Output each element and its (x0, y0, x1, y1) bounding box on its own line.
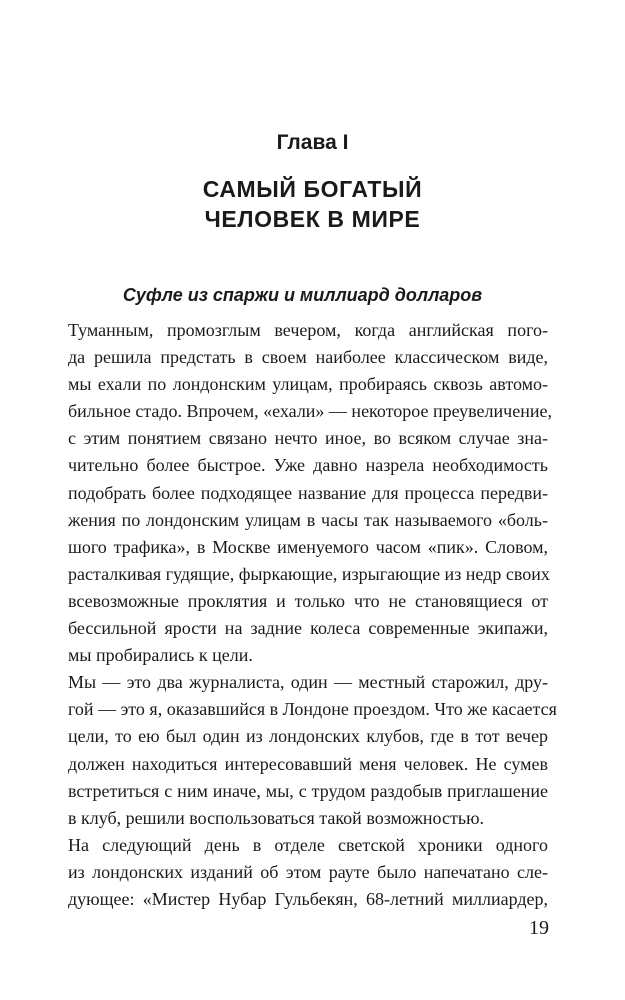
text-line: должен находиться интересовавший меня человек. Не сумев (68, 753, 548, 774)
text-line: мы пробирались к цели. (68, 645, 253, 666)
body-text (68, 317, 557, 913)
chapter-label: Глава I (276, 131, 349, 154)
text-line: подобрать более подходящее название для процесса передви- (68, 482, 548, 503)
text-line: На следующий день в отделе светской хроники одного (68, 834, 548, 855)
text-line: бильное стадо. Впрочем, «ехали» — некоторое преувеличение, (68, 401, 552, 422)
chapter-title-line: ЧЕЛОВЕК В МИРЕ (204, 206, 421, 232)
text-line: цели, то ею был один из лондонских клубов, где в тот вечер (68, 726, 548, 747)
text-line: с этим понятием связано нечто иное, во всяком случае зна- (68, 428, 548, 449)
text-line: шого трафика», в Москве именуемого часом «пик». Словом, (68, 536, 548, 557)
text-line: в клуб, решили воспользоваться такой возможностью. (68, 807, 485, 828)
text-line: чительно более быстрое. Уже давно назрела необходимость (68, 455, 548, 476)
text-line: мы ехали по лондонским улицам, пробираясь сквозь автомо- (68, 374, 548, 395)
text-line: из лондонских изданий об этом рауте было напечатано сле- (68, 861, 548, 882)
text-line: жения по лондонским улицам в часы так называемого «боль- (68, 509, 548, 530)
section-title: Суфле из спаржи и миллиард долларов (122, 285, 483, 305)
chapter-title-line: САМЫЙ БОГАТЫЙ (202, 176, 423, 202)
text-line: бессильной ярости на задние колеса современные экипажи, (68, 618, 548, 639)
text-line: расталкивая гудящие, фыркающие, изрыгающие из недр своих (68, 563, 550, 584)
text-line: Мы — это два журналиста, один — местный старожил, дру- (68, 672, 548, 693)
text-line: гой — это я, оказавшийся в Лондоне проездом. Что же касается (68, 699, 557, 720)
page-number: 19 (529, 917, 549, 939)
text-line: дующее: «Мистер Нубар Гульбекян, 68-летний миллиардер, (68, 888, 548, 909)
text-line: встретиться с ним иначе, мы, с трудом раздобыв приглашение (68, 780, 548, 801)
text-line: да решила предстать в своем наиболее классическом виде, (68, 347, 548, 368)
text-line: Туманным, промозглым вечером, когда английская пого- (68, 320, 548, 340)
chapter-title (0, 174, 625, 234)
text-line: всевозможные проклятия и только что не становящиеся от (68, 590, 548, 611)
